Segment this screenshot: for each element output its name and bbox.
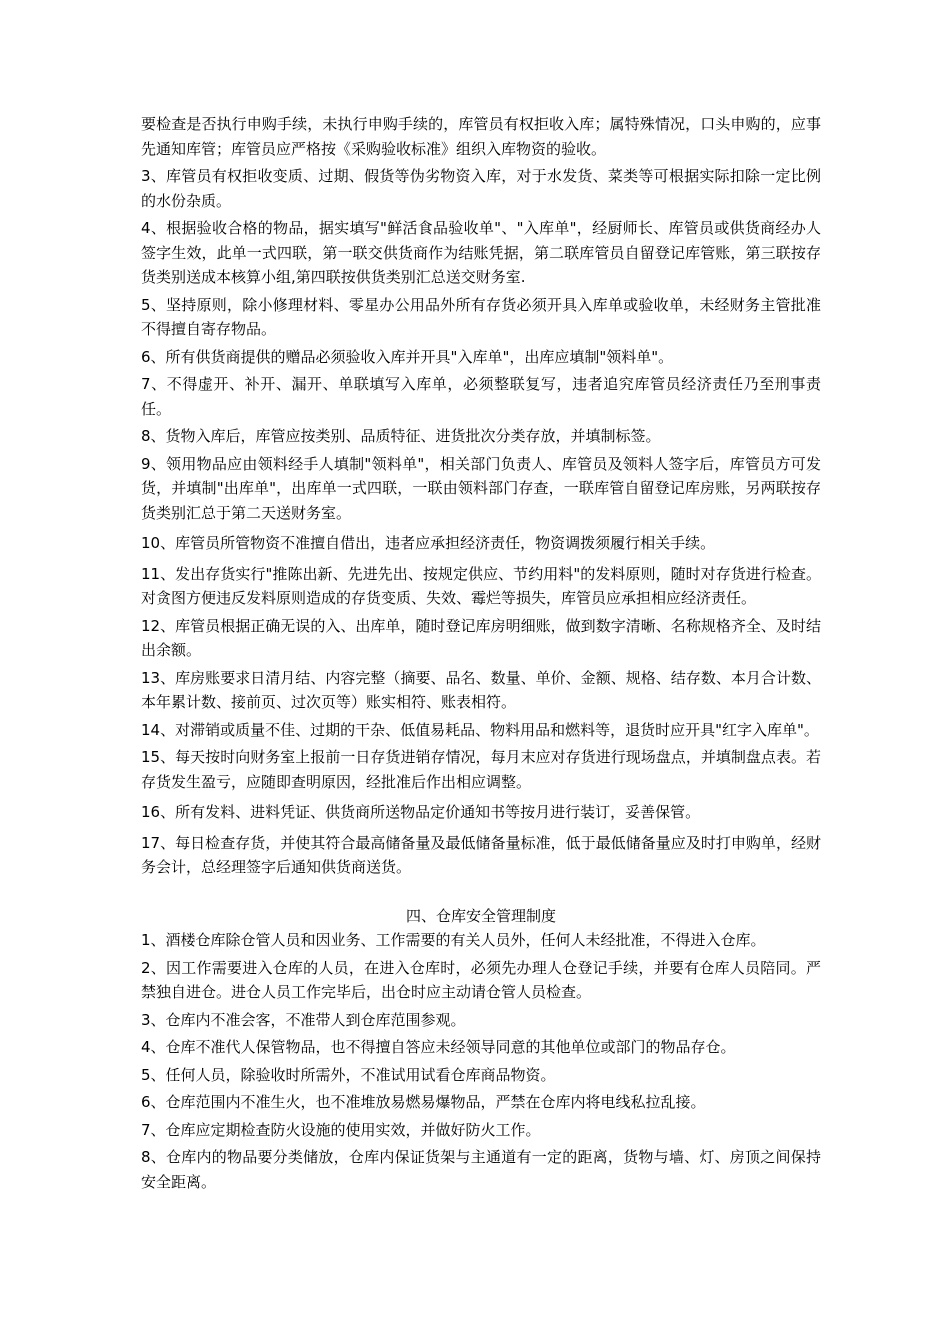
paragraph: 2、因工作需要进入仓库的人员，在进入仓库时，必须先办理人仓登记手续，并要有仓库人员陪同。严禁独自进仓。进仓人员工作完毕后，出仓时应主动请仓管人员检查。	[141, 958, 821, 1001]
paragraph: 16、所有发料、进料凭证、供货商所送物品定价通知书等按月进行装订，妥善保管。	[141, 803, 701, 821]
paragraph: 6、所有供货商提供的赠品必须验收入库并开具"入库单"，出库应填制"领料单"。	[141, 347, 674, 366]
paragraph: 7、仓库应定期检查防火设施的使用实效，并做好防火工作。	[141, 1120, 541, 1139]
paragraph: 3、仓库内不准会客，不准带人到仓库范围参观。	[141, 1010, 466, 1029]
paragraph: 6、仓库范围内不准生火，也不准堆放易燃易爆物品，严禁在仓库内将电线私拉乱接。	[141, 1093, 706, 1111]
paragraph: 14、对滞销或质量不佳、过期的干杂、低值易耗品、物料用品和燃料等，退货时应开具"红字入库单"。	[141, 720, 819, 739]
paragraph: 11、发出存货实行"推陈出新、先进先出、按规定供应、节约用料"的发料原则，随时对存货进行检查。对贪图方便违反发料原则造成的存货变质、失效、霉烂等损失，库管员应承担相应经济责任。	[141, 564, 821, 607]
section-title: 四、仓库安全管理制度	[405, 906, 556, 925]
paragraph: 8、仓库内的物品要分类储放，仓库内保证货架与主通道有一定的距离，货物与墙、灯、房顶之间保持安全距离。	[141, 1148, 821, 1191]
paragraph: 15、每天按时向财务室上报前一日存货进销存情况，每月末应对存货进行现场盘点，并填制盘点表。若存货发生盈亏，应随即查明原因，经批准后作出相应调整。	[141, 748, 821, 791]
paragraph: 13、库房账要求日清月结、内容完整（摘要、品名、数量、单价、金额、规格、结存数、本月合计数、本年累计数、接前页、过次页等）账实相符、账表相符。	[141, 668, 821, 711]
paragraph: 4、根据验收合格的物品，据实填写"鲜活食品验收单"、"入库单"，经厨师长、库管员或供货商经办人签字生效，此单一式四联，第一联交供货商作为结账凭据，第二联库管员自留登记库管账，第三联按存货类别送成本核算小组,第四联按供货类别汇总送交财务室.	[141, 219, 821, 286]
paragraph: 7、不得虚开、补开、漏开、单联填写入库单，必须整联复写，违者追究库管员经济责任乃至刑事责任。	[141, 375, 821, 418]
paragraph: 1、酒楼仓库除仓管人员和因业务、工作需要的有关人员外，任何人未经批准，不得进入仓库。	[141, 931, 766, 949]
paragraph: 17、每日检查存货，并使其符合最高储备量及最低储备量标准，低于最低储备量应及时打申购单，经财务会计，总经理签字后通知供货商送货。	[141, 833, 821, 876]
paragraph: 8、货物入库后，库管应按类别、品质特征、进货批次分类存放，并填制标签。	[141, 427, 661, 445]
document-page	[141, 112, 821, 1197]
paragraph: 4、仓库不准代人保管物品，也不得擅自答应未经领导同意的其他单位或部门的物品存仓。	[141, 1038, 736, 1056]
paragraph: 5、坚持原则，除小修理材料、零星办公用品外所有存货必须开具入库单或验收单，未经财务主管批准不得擅自寄存物品。	[141, 295, 821, 338]
paragraph: 10、库管员所管物资不准擅自借出，违者应承担经济责任，物资调拨须履行相关手续。	[141, 534, 716, 552]
paragraph: 3、库管员有权拒收变质、过期、假货等伪劣物资入库，对于水发货、菜类等可根据实际扣除一定比例的水份杂质。	[141, 167, 821, 210]
paragraph: 12、库管员根据正确无误的入、出库单，随时登记库房明细账，做到数字清晰、名称规格齐全、及时结出余额。	[141, 616, 821, 659]
paragraph: 9、领用物品应由领料经手人填制"领料单"，相关部门负责人、库管员及领料人签字后，库管员方可发货，并填制"出库单"，出库单一式四联，一联由领料部门存查，一联库管自留登记库房账，另两联按存货类别汇总于第二天送财务室。	[141, 454, 821, 522]
paragraph: 要检查是否执行申购手续，未执行申购手续的，库管员有权拒收入库；属特殊情况，口头申购的，应事先通知库管；库管员应严格按《采购验收标准》组织入库物资的验收。	[141, 115, 821, 158]
paragraph: 5、任何人员，除验收时所需外，不准试用试看仓库商品物资。	[141, 1065, 556, 1084]
